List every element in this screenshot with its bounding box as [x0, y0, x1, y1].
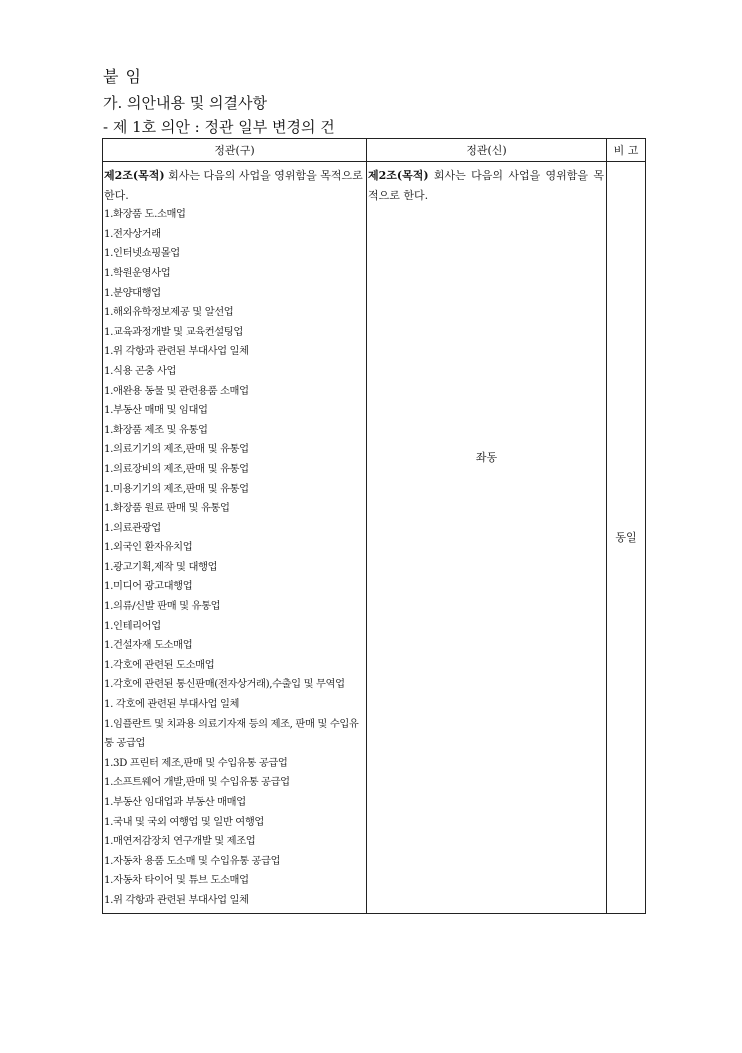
list-item: 1.부동산 매매 및 임대업	[104, 404, 208, 417]
list-item: 1. 각호에 관련된 부대사업 일체	[104, 698, 240, 711]
list-item: 1.임플란트 및 치과용 의료기자재 등의 제조, 판매 및 수입유통 공급업	[104, 717, 359, 750]
old-article-paragraph	[103, 166, 366, 186]
header-note: 비 고	[607, 139, 646, 162]
list-item: 1.광고기획,제작 및 대행업	[104, 560, 218, 573]
articles-comparison-table	[102, 138, 646, 914]
list-item: 1.인테리어업	[104, 619, 161, 632]
list-item: 1.소프트웨어 개발,판매 및 수입유통 공급업	[104, 776, 290, 789]
list-item: 1.자동차 용품 도소매 및 수입유통 공급업	[104, 854, 281, 867]
list-item: 1.미디어 광고대행업	[104, 580, 193, 593]
list-item: 1.학원운영사업	[104, 266, 171, 279]
list-item: 1.각호에 관련된 통신판매(전자상거래),수출입 및 무역업	[104, 678, 345, 691]
list-item: 1.각호에 관련된 도소매업	[104, 658, 215, 671]
list-item: 1.화장품 원료 판매 및 유통업	[104, 502, 230, 515]
section-heading: 가. 의안내용 및 의결사항	[103, 94, 267, 112]
note-cell: 동일	[607, 162, 646, 914]
old-article-text: 회사는 다음의 사업을 영위함을 목적으로	[164, 169, 363, 182]
list-item: 1.교육과정개발 및 교육컨설팅업	[104, 325, 243, 338]
list-item: 1.해외유학정보제공 및 알선업	[104, 306, 234, 319]
list-item: 1.분양대행업	[104, 286, 161, 299]
new-articles-cell	[367, 162, 607, 914]
old-purpose-list	[103, 205, 366, 910]
list-item: 1.애완용 동물 및 관련용품 소매업	[104, 384, 249, 397]
table-body-row	[103, 162, 646, 914]
list-item: 1.부동산 임대업과 부동산 매매업	[104, 796, 246, 808]
list-item: 1.의류/신발 판매 및 유통업	[104, 600, 221, 613]
agenda-heading: - 제 1호 의안 : 정관 일부 변경의 건	[103, 118, 335, 136]
list-item: 1.3D 프린터 제조,판매 및 수입유통 공급업	[104, 756, 288, 769]
list-item: 1.자동차 타이어 및 튜브 도소매업	[104, 874, 249, 887]
list-item: 1.미용기기의 제조,판매 및 유통업	[104, 482, 249, 495]
list-item: 1.의료장비의 제조,판매 및 유통업	[104, 462, 249, 475]
list-item: 1.의료관광업	[104, 521, 161, 534]
new-article-paragraph	[367, 166, 606, 205]
list-item: 1.건설자재 도소매업	[104, 639, 193, 652]
list-item: 1.위 각항과 관련된 부대사업 일체	[104, 345, 249, 358]
list-item: 1.위 각항과 관련된 부대사업 일체	[104, 893, 249, 906]
header-old-articles: 정관(구)	[103, 139, 367, 162]
list-item: 1.전자상거래	[104, 227, 161, 240]
same-as-left-text: 좌동	[475, 451, 498, 464]
old-articles-cell	[103, 162, 367, 914]
attachment-heading: 붙 임	[103, 67, 142, 86]
list-item: 1.외국인 환자유치업	[104, 541, 193, 554]
new-article-title: 제2조(목적)	[368, 169, 429, 182]
new-article-text: 회사는 다음의 사업을 영위함을 목적으로 한다.	[368, 169, 604, 202]
list-item: 1.화장품 제조 및 유통업	[104, 423, 208, 436]
list-item: 1.화장품 도.소매업	[104, 208, 186, 221]
old-article-title: 제2조(목적)	[104, 169, 165, 182]
header-new-articles: 정관(신)	[367, 139, 607, 162]
list-item: 1.국내 및 국외 여행업 및 일반 여행업	[104, 815, 264, 828]
list-item: 1.의료기기의 제조,판매 및 유통업	[104, 443, 249, 456]
old-article-text-continued: 한다.	[104, 188, 129, 202]
table-header-row	[103, 139, 646, 162]
list-item: 1.인터넷쇼핑몰업	[104, 247, 180, 260]
list-item: 1.매연저감장치 연구개발 및 제조업	[104, 835, 256, 848]
list-item: 1.식용 곤충 사업	[104, 364, 177, 377]
